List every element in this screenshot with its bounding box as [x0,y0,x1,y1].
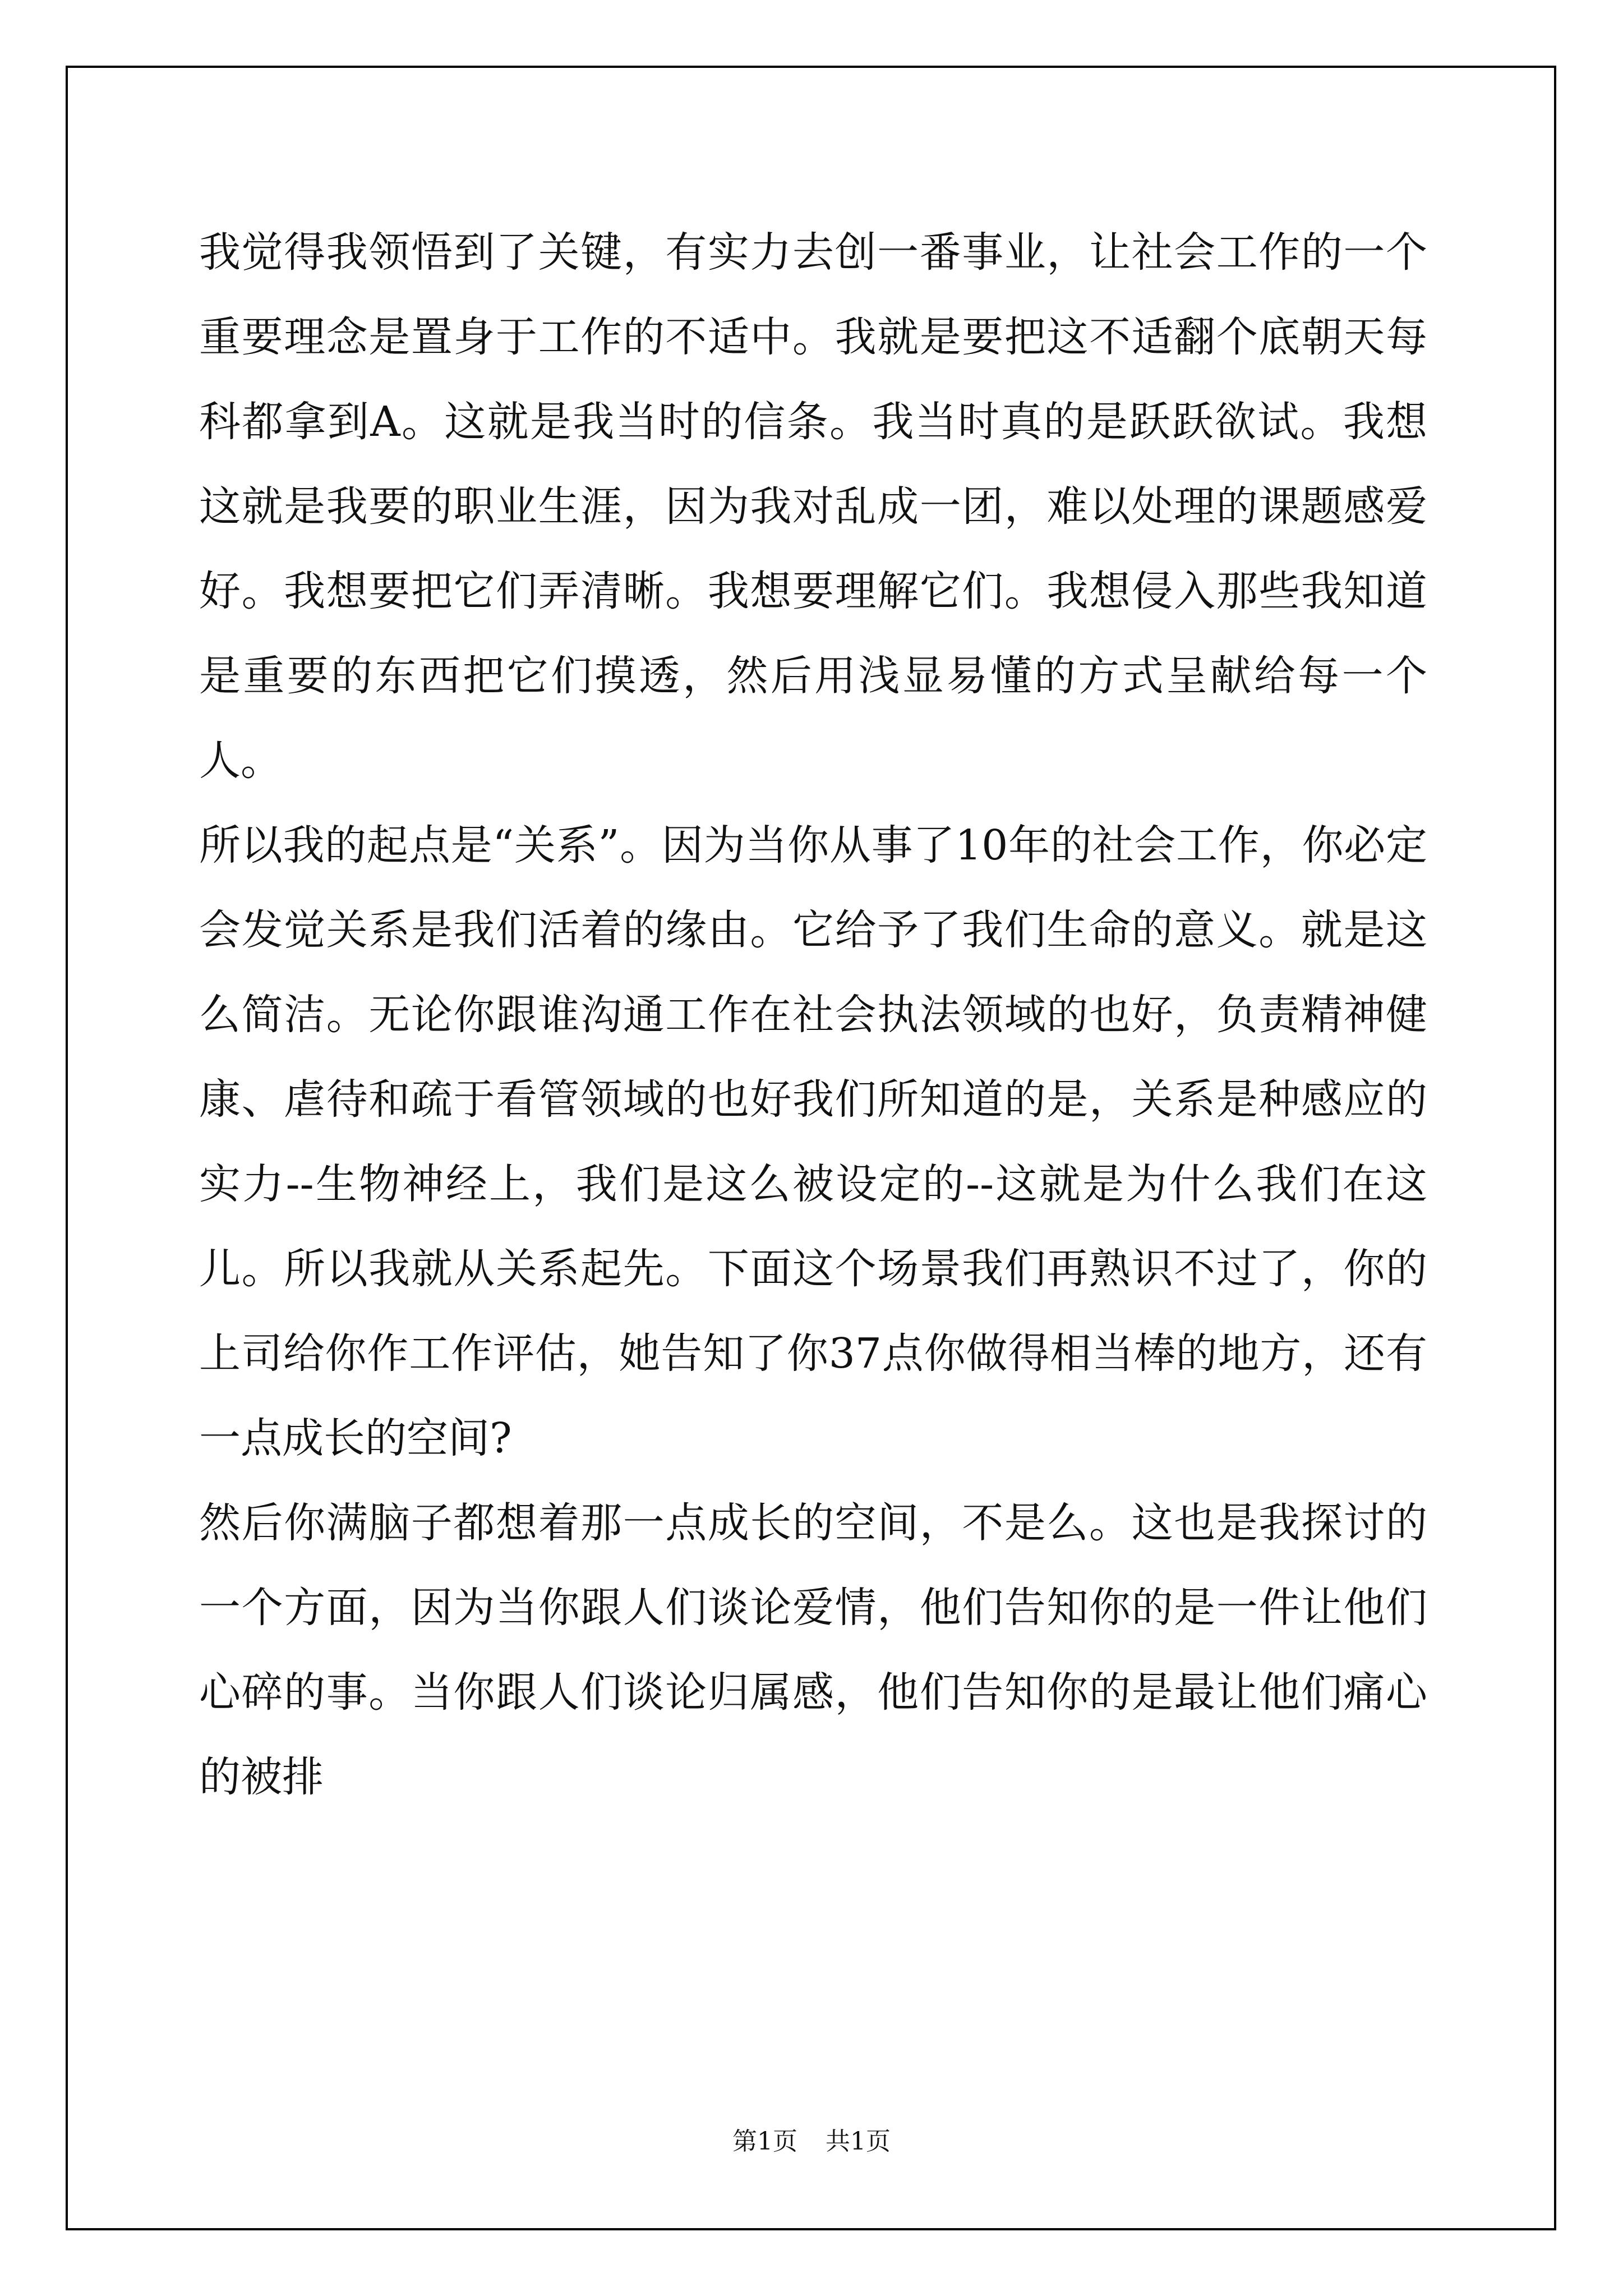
paragraph-3: 然后你满脑子都想着那一点成长的空间，不是么。这也是我探讨的一个方面，因为当你跟人们谈论爱情，他们告知你的是一件让他们心碎的事。当你跟人们谈论归属感，他们告知你的是最让他们痛心的被排 [199,1499,1427,1801]
page-number: 第1页 [732,2127,797,2156]
page-total: 共1页 [826,2127,891,2156]
paragraph-2: 所以我的起点是“关系”。因为当你从事了10年的社会工作，你必定会发觉关系是我们活着的缘由。它给予了我们生命的意义。就是这么简洁。无论你跟谁沟通工作在社会执法领域的也好，负责精神健康、虐待和疏于看管领域的也好我们所知道的是，关系是种感应的实力--生物神经上，我们是这么被设定的--这就是为什么我们在这儿。所以我就从关系起先。下面这个场景我们再熟识不过了，你的上司给你作工作评估，她告知了你37点你做得相当棒的地方，还有一点成长的空间? [199,821,1427,1462]
page-footer [0,2126,1623,2157]
paragraph-1: 我觉得我领悟到了关键，有实力去创一番事业，让社会工作的一个重要理念是置身于工作的不适中。我就是要把这不适翻个底朝天每科都拿到A。这就是我当时的信条。我当时真的是跃跃欲试。我想这就是我要的职业生涯，因为我对乱成一团，难以处理的课题感爱好。我想要把它们弄清晰。我想要理解它们。我想侵入那些我知道是重要的东西把它们摸透，然后用浅显易懂的方式呈献给每一个人。 [199,228,1427,785]
document-body [199,210,1427,1820]
